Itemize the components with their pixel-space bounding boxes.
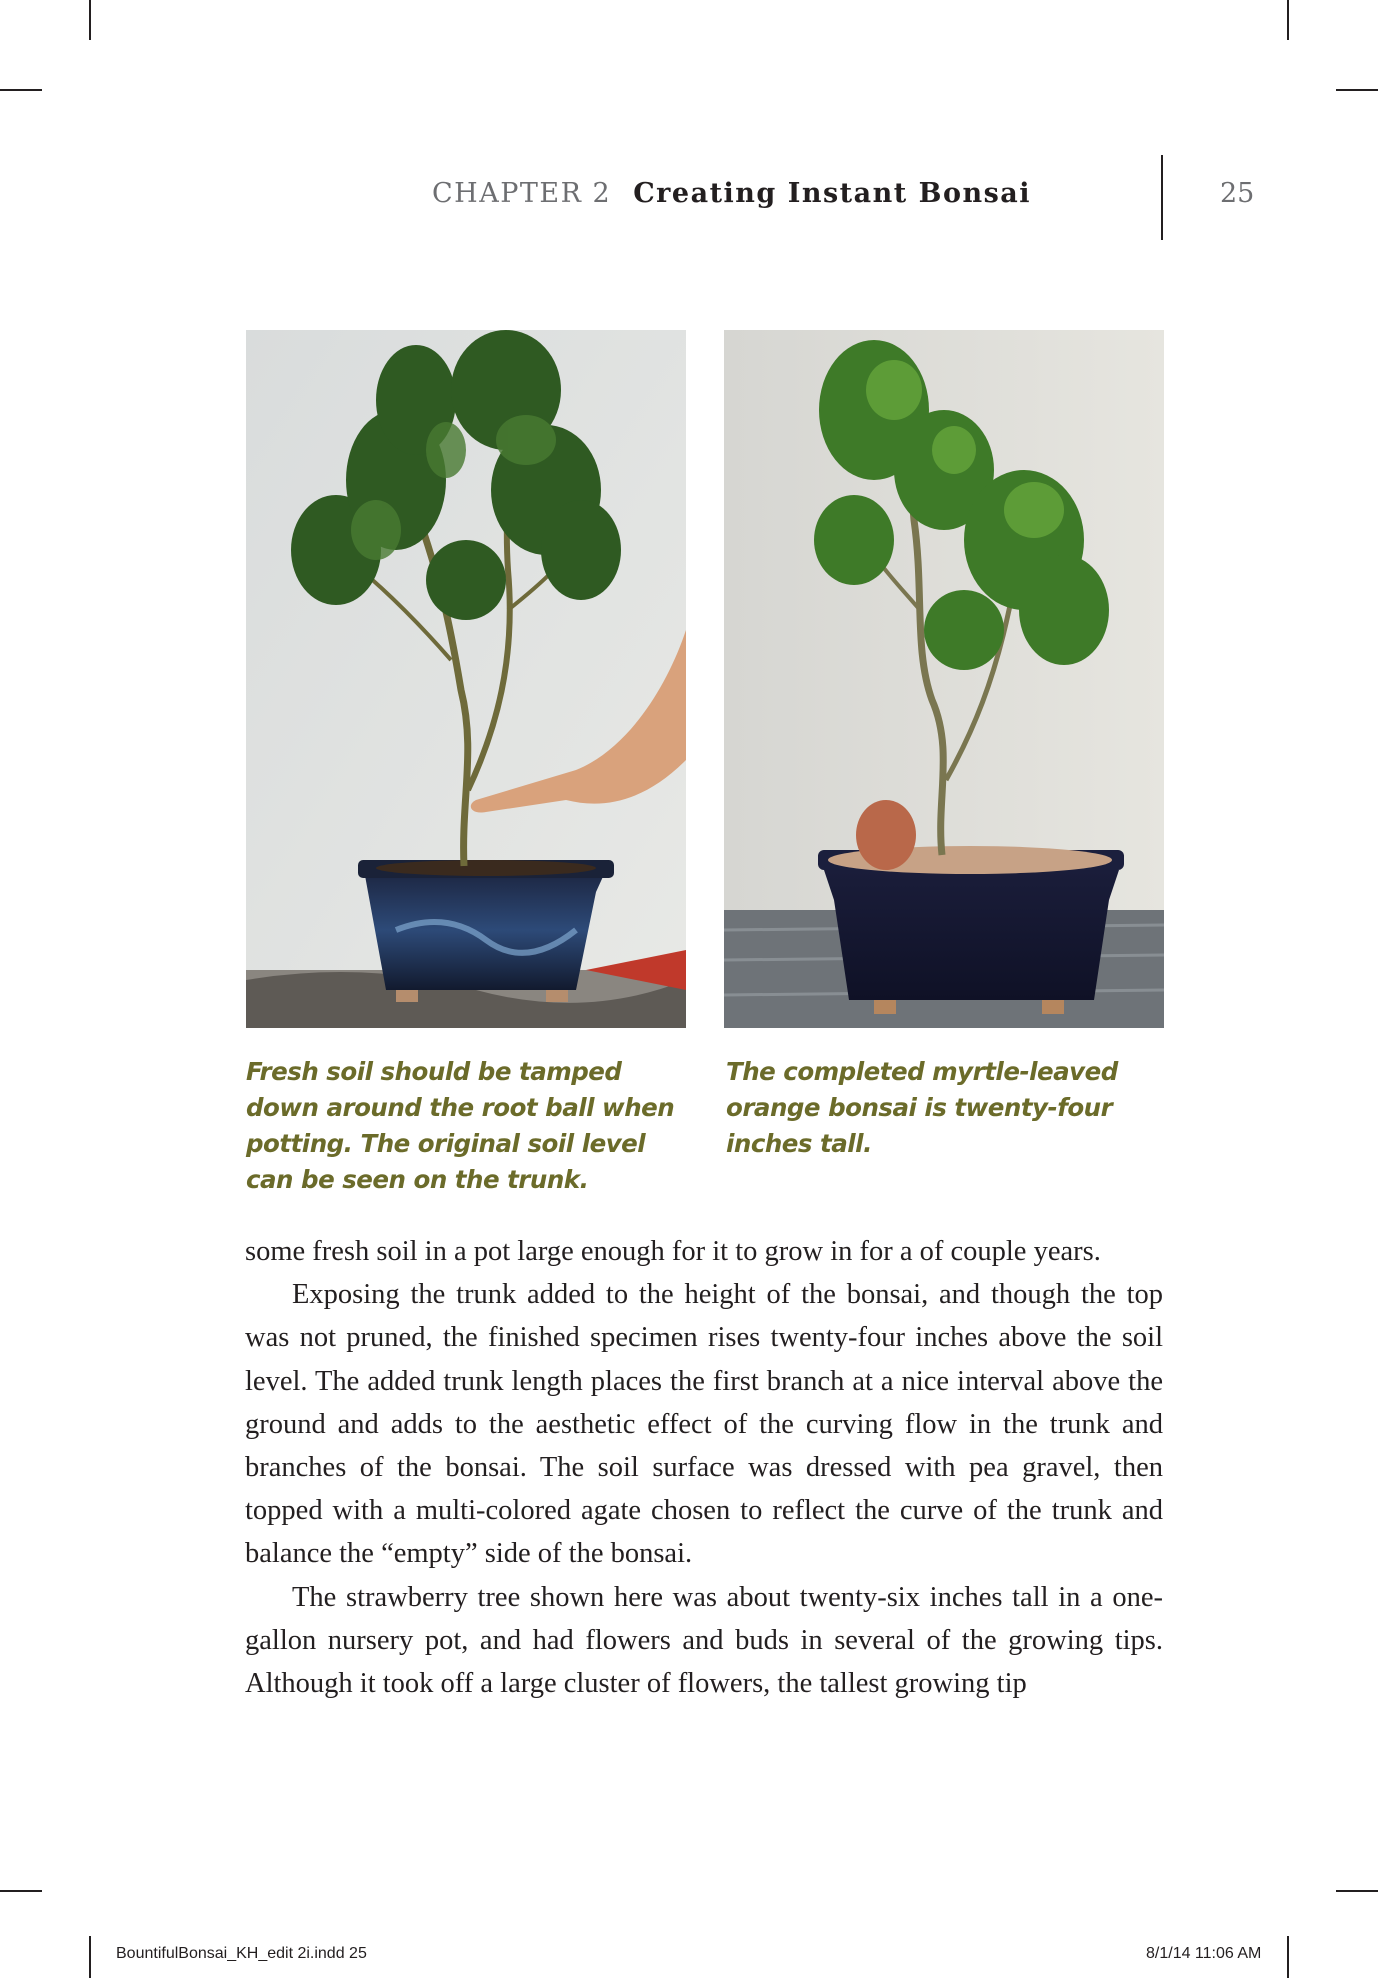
- header-rule: [1161, 155, 1163, 240]
- crop-mark: [89, 1936, 91, 1978]
- body-text: [245, 1230, 1163, 1705]
- crop-mark: [1336, 1890, 1378, 1892]
- chapter-label: CHAPTER 2: [432, 178, 612, 209]
- slug-datetime: 8/1/14 11:06 AM: [1146, 1945, 1262, 1962]
- crop-mark: [1336, 89, 1378, 91]
- crop-mark: [1287, 1936, 1289, 1978]
- body-paragraph: Exposing the trunk added to the height of the bonsai, and though the top was not pruned, the finished specimen rises twenty-four inches above the soil level. The added trunk length places the first branch at a nice interval above the ground and adds to the aesthetic effect of the curving flow in the trunk and branches of the bonsai. The soil surface was dressed with pea gravel, then topped with a multi-colored agate chosen to reflect the curve of the trunk and balance the “empty” side of the bonsai.: [245, 1279, 1163, 1570]
- crop-mark: [89, 0, 91, 40]
- photo-completed-bonsai: [724, 330, 1164, 1028]
- page-number: 25: [1220, 178, 1255, 209]
- figure-caption-right: The completed myrtle-leaved orange bonsai is twenty-four inches tall.: [726, 1057, 1118, 1158]
- body-paragraph: some fresh soil in a pot large enough for it to grow in for a of couple years.: [245, 1236, 1101, 1267]
- body-paragraph: The strawberry tree shown here was about twenty-six inches tall in a one-gallon nursery pot, and had flowers and buds in several of the growing tips. Although it took off a large cluster of flowers, the tallest growing tip: [245, 1581, 1163, 1700]
- photo-tamping-soil: [246, 330, 686, 1028]
- chapter-title: Creating Instant Bonsai: [633, 178, 1032, 209]
- running-header: [432, 178, 1031, 209]
- slug-filename: BountifulBonsai_KH_edit 2i.indd 25: [116, 1945, 367, 1962]
- figure-caption-left: Fresh soil should be tamped down around the root ball when potting. The original soil level can be seen on the trunk.: [246, 1057, 675, 1194]
- crop-mark: [1287, 0, 1289, 40]
- crop-mark: [0, 89, 42, 91]
- crop-mark: [0, 1890, 42, 1892]
